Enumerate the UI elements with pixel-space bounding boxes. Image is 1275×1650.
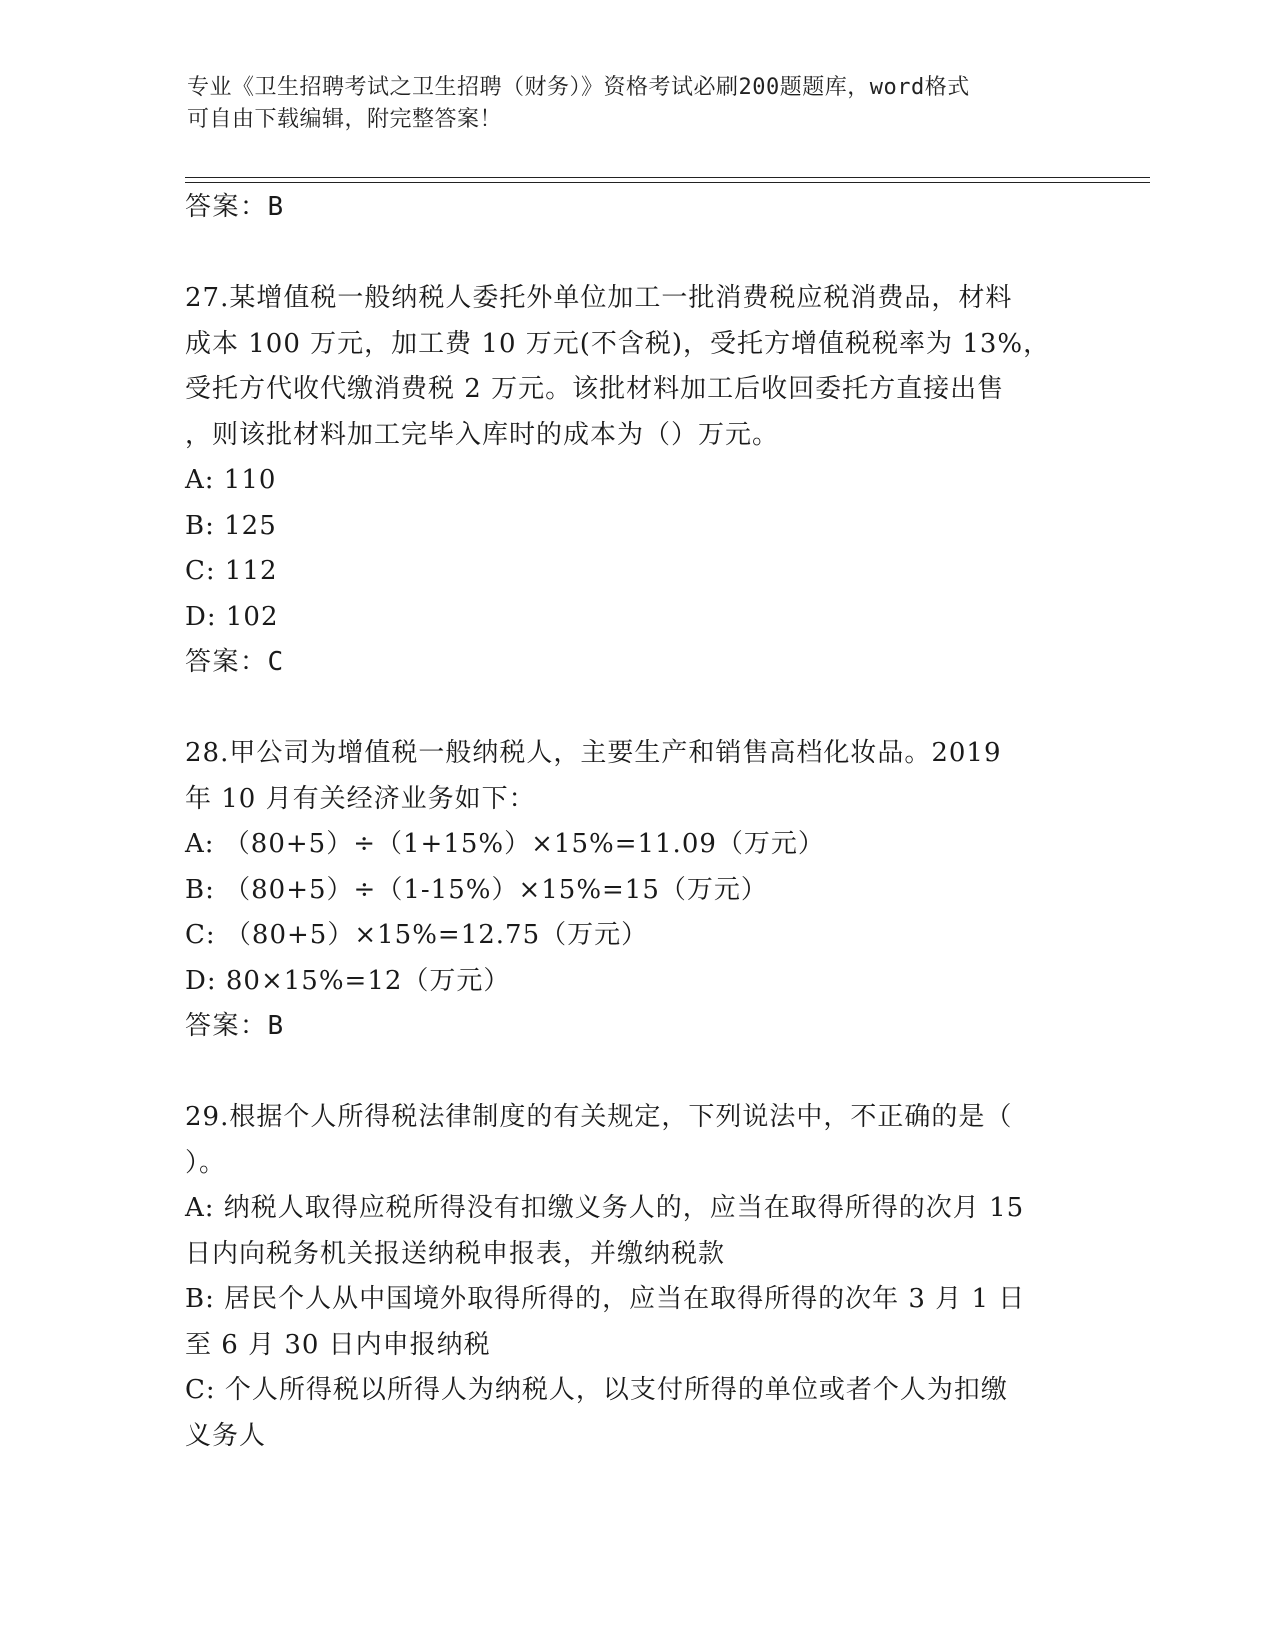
text-line: D: 80×15%=12（万元） bbox=[185, 965, 511, 996]
text-line: A: 110 bbox=[185, 465, 277, 495]
text-line: 28.甲公司为增值税一般纳税人，主要生产和销售高档化妆品。2019 bbox=[185, 738, 1002, 768]
answer-line: 答案：C bbox=[185, 647, 285, 677]
text-line: 成本 100 万元，加工费 10 万元(不含税)，受托方增值税税率为 13%， bbox=[185, 328, 1051, 359]
header-line-1: 专业《卫生招聘考试之卫生招聘（财务）》资格考试必刷200题题库，word格式 bbox=[187, 75, 970, 100]
header-rule-bottom bbox=[185, 182, 1150, 183]
question-content bbox=[185, 185, 1085, 1459]
text-line: A: （80+5）÷（1+15%）×15%=11.09（万元） bbox=[185, 829, 825, 859]
answer-line: 答案：B bbox=[185, 192, 285, 222]
answer-line: 答案：B bbox=[185, 1011, 285, 1041]
text-line: C: 112 bbox=[185, 556, 278, 586]
text-line: 日内向税务机关报送纳税申报表，并缴纳税款 bbox=[185, 1238, 726, 1269]
text-line: D: 102 bbox=[185, 601, 279, 632]
text-line: B: 居民个人从中国境外取得所得的，应当在取得所得的次年 3 月 1 日 bbox=[185, 1284, 1026, 1314]
spacer bbox=[185, 231, 1085, 277]
header-rule-top bbox=[185, 177, 1150, 178]
text-line: 义务人 bbox=[185, 1420, 267, 1451]
spacer bbox=[185, 686, 1085, 732]
text-line: C: （80+5）×15%=12.75（万元） bbox=[185, 920, 649, 950]
text-line: B: 125 bbox=[185, 510, 277, 541]
text-line: 29.根据个人所得税法律制度的有关规定，下列说法中，不正确的是（ bbox=[185, 1102, 1013, 1132]
text-line: 至 6 月 30 日内申报纳税 bbox=[185, 1329, 491, 1360]
text-line: 年 10 月有关经济业务如下： bbox=[185, 783, 536, 814]
text-line: 受托方代收代缴消费税 2 万元。该批材料加工后收回委托方直接出售 bbox=[185, 374, 1005, 404]
text-line: ）。 bbox=[185, 1147, 227, 1178]
spacer bbox=[185, 1050, 1085, 1096]
page-header bbox=[187, 72, 1067, 136]
text-line: C: 个人所得税以所得人为纳税人，以支付所得的单位或者个人为扣缴 bbox=[185, 1375, 1008, 1405]
text-line: A: 纳税人取得应税所得没有扣缴义务人的，应当在取得所得的次月 15 bbox=[185, 1193, 1025, 1223]
header-line-2: 可自由下载编辑，附完整答案！ bbox=[187, 107, 503, 132]
text-line: B: （80+5）÷（1-15%）×15%=15（万元） bbox=[185, 874, 768, 905]
text-line: ，则该批材料加工完毕入库时的成本为（）万元。 bbox=[185, 419, 780, 450]
text-line: 27.某增值税一般纳税人委托外单位加工一批消费税应税消费品，材料 bbox=[185, 283, 1013, 313]
